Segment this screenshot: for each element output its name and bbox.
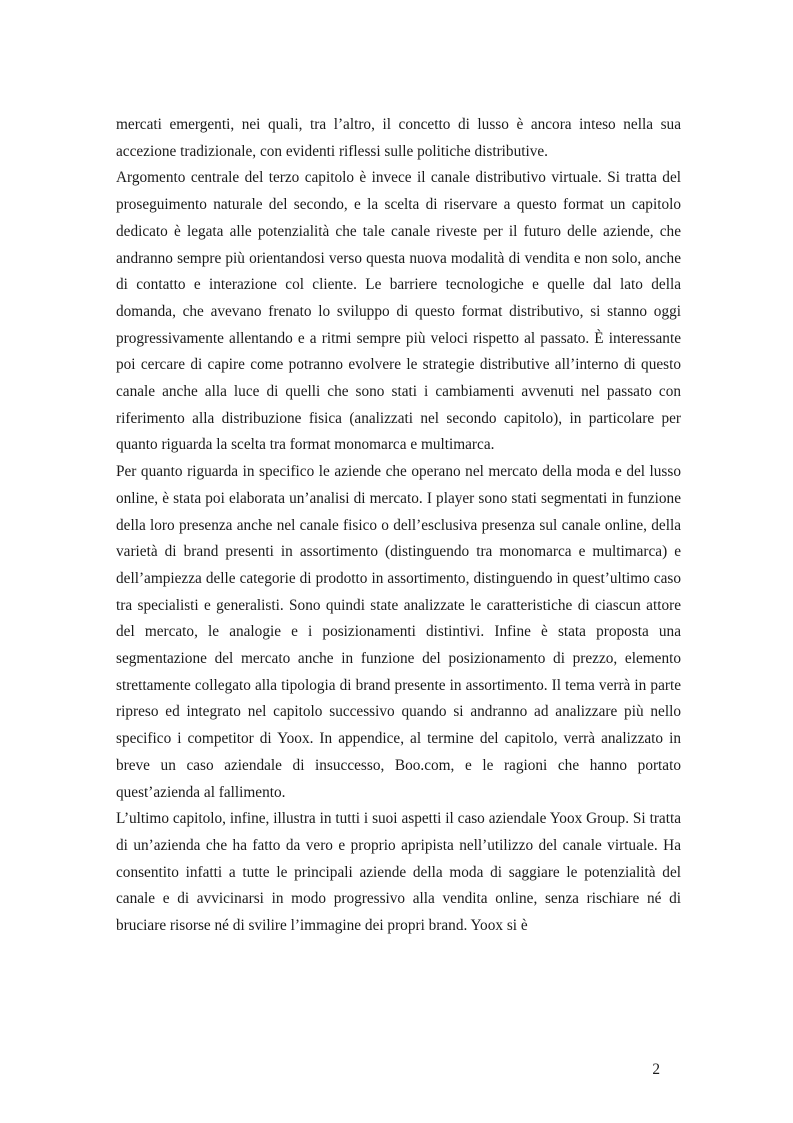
paragraph-4: L’ultimo capitolo, infine, illustra in tutti i suoi aspetti il caso aziendale Yoox Group. Si tratta di un’azienda che ha fatto da vero e proprio apripista nell’utilizzo del canale virtuale. Ha consentito infatti a tutte le principali aziende della moda di saggiare le potenzialità del canale e di avvicinarsi in modo progressivo alla vendita online, senza rischiare né di bruciare risorse né di svilire l’immagine dei propri brand. Yoox si è xyxy=(116,810,681,935)
page-number: 2 xyxy=(652,1061,660,1078)
paragraph-1: mercati emergenti, nei quali, tra l’altro, il concetto di lusso è ancora inteso nella sua accezione tradizionale, con evidenti riflessi sulle politiche distributive. xyxy=(116,116,681,160)
body-text xyxy=(116,112,681,940)
paragraph-2: Argomento centrale del terzo capitolo è invece il canale distributivo virtuale. Si tratta del proseguimento naturale del secondo, e la scelta di riservare a questo format un capitolo dedicato è legata alle potenzialità che tale canale riveste per il futuro delle aziende, che andranno sempre più orientandosi verso questa nuova modalità di vendita e non solo, anche di contatto e interazione col cliente. Le barriere tecnologiche e quelle dal lato della domanda, che avevano frenato lo sviluppo di questo format distributivo, si stanno oggi progressivamente allentando e a ritmi sempre più veloci rispetto al passato. È interessante poi cercare di capire come potranno evolvere le strategie distributive all’interno di questo canale anche alla luce di quelli che sono stati i cambiamenti avvenuti nel passato con riferimento alla distribuzione fisica (analizzati nel secondo capitolo), in particolare per quanto riguarda la scelta tra format monomarca e multimarca. xyxy=(116,169,681,454)
paragraph-3: Per quanto riguarda in specifico le aziende che operano nel mercato della moda e del lusso online, è stata poi elaborata un’analisi di mercato. I player sono stati segmentati in funzione della loro presenza anche nel canale fisico o dell’esclusiva presenza sul canale online, della varietà di brand presenti in assortimento (distinguendo tra monomarca e multimarca) e dell’ampiezza delle categorie di prodotto in assortimento, distinguendo in quest’ultimo caso tra specialisti e generalisti. Sono quindi state analizzate le caratteristiche di ciascun attore del mercato, le analogie e i posizionamenti distintivi. Infine è stata proposta una segmentazione del mercato anche in funzione del posizionamento di prezzo, elemento strettamente collegato alla tipologia di brand presente in assortimento. Il tema verrà in parte ripreso ed integrato nel capitolo successivo quando si andranno ad analizzare più nello specifico i competitor di Yoox. In appendice, al termine del capitolo, verrà analizzato in breve un caso aziendale di insuccesso, Boo.com, e le ragioni che hanno portato quest’azienda al fallimento. xyxy=(116,463,681,801)
